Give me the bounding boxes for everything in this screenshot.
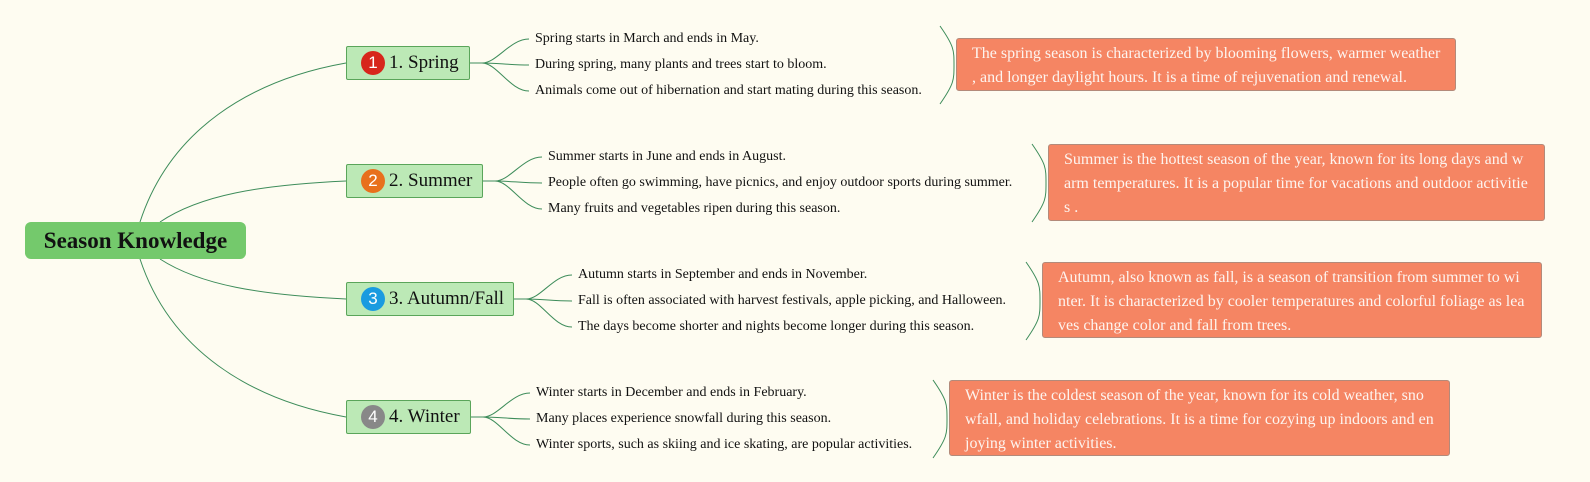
detail-item[interactable]: Autumn starts in September and ends in November. xyxy=(578,267,868,282)
priority-4-icon: 4 xyxy=(361,405,385,429)
detail-item[interactable]: Winter sports, such as skiing and ice skating, are popular activities. xyxy=(536,437,913,452)
root-link xyxy=(140,63,346,222)
topic-label: 4. Winter xyxy=(389,406,460,427)
detail-item[interactable]: Summer starts in June and ends in August. xyxy=(548,149,786,164)
priority-1-icon: 1 xyxy=(361,51,385,75)
detail-link xyxy=(514,299,572,327)
root-link xyxy=(160,181,346,222)
summary-note-spring[interactable]: The spring season is characterized by blooming flowers, warmer weather , and longer daylight hours. It is a time of rejuvenation and renewal. xyxy=(956,38,1456,91)
detail-item[interactable]: Winter starts in December and ends in February. xyxy=(536,385,807,400)
detail-link xyxy=(514,275,572,299)
topic-summer[interactable] xyxy=(346,164,483,198)
summary-bracket xyxy=(1026,262,1040,340)
root-topic-label: Season Knowledge xyxy=(43,227,228,253)
detail-item[interactable]: Many places experience snowfall during this season. xyxy=(536,411,832,426)
detail-link xyxy=(470,63,529,91)
detail-item[interactable]: During spring, many plants and trees start to bloom. xyxy=(535,57,827,72)
summary-note-autumn[interactable]: Autumn, also known as fall, is a season of transition from summer to winter. It is characterized by cooler temperatures and colorful foliage as leaves change color and fall from trees. xyxy=(1042,262,1542,338)
summary-note-winter[interactable]: Winter is the coldest season of the year, known for its cold weather, snowfall, and holiday celebrations. It is a time for cozying up indoors and enjoying winter activities. xyxy=(949,380,1450,456)
topic-winter[interactable] xyxy=(346,400,471,434)
detail-link xyxy=(471,393,530,417)
detail-link xyxy=(483,181,542,209)
detail-link xyxy=(470,39,529,63)
topic-label: 3. Autumn/Fall xyxy=(389,288,505,309)
detail-item[interactable]: People often go swimming, have picnics, and enjoy outdoor sports during summer. xyxy=(548,175,1013,190)
detail-item[interactable]: Many fruits and vegetables ripen during this season. xyxy=(548,201,841,216)
topic-autumn-fall[interactable] xyxy=(346,282,514,316)
detail-item[interactable]: Fall is often associated with harvest festivals, apple picking, and Halloween. xyxy=(578,293,1007,308)
summary-bracket xyxy=(1032,144,1046,222)
detail-item[interactable]: The days become shorter and nights become longer during this season. xyxy=(578,319,975,334)
topic-label: 1. Spring xyxy=(389,52,459,73)
topic-label: 2. Summer xyxy=(389,170,473,191)
summary-bracket xyxy=(940,26,954,104)
detail-link xyxy=(483,157,542,181)
detail-item[interactable]: Spring starts in March and ends in May. xyxy=(535,31,759,46)
summary-note-summer[interactable]: Summer is the hottest season of the year, known for its long days and warm temperatures. It is a popular time for vacations and outdoor activities . xyxy=(1048,144,1545,221)
priority-2-icon: 2 xyxy=(361,169,385,193)
detail-link xyxy=(471,417,530,445)
summary-bracket xyxy=(933,380,947,458)
priority-3-icon: 3 xyxy=(361,287,385,311)
root-topic[interactable] xyxy=(25,222,246,259)
detail-item[interactable]: Animals come out of hibernation and start mating during this season. xyxy=(535,83,922,98)
topic-spring[interactable] xyxy=(346,46,470,80)
root-link xyxy=(140,259,346,417)
root-link xyxy=(160,259,346,299)
